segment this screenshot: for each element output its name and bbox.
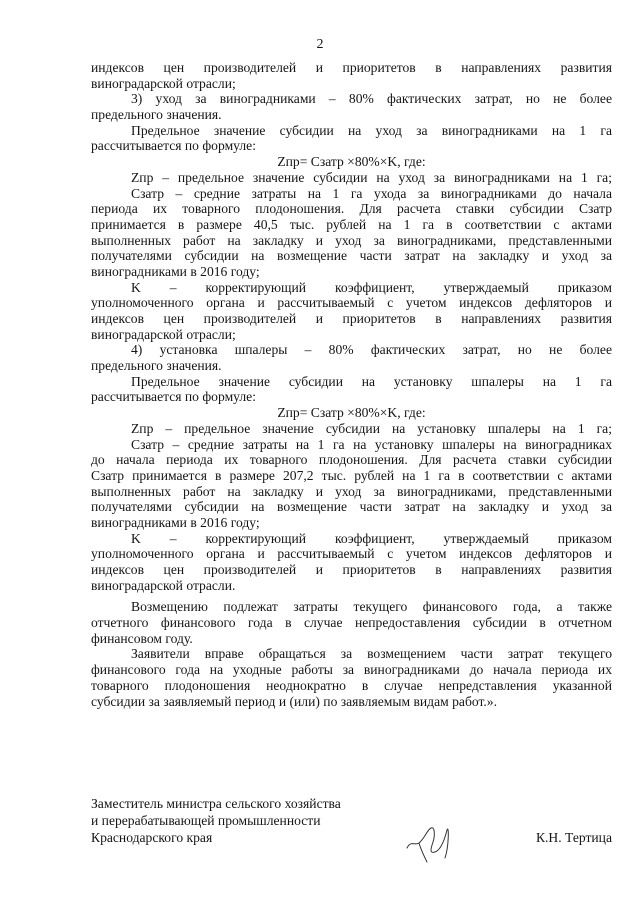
text-line: товарного плодоношения неоднократно в случае непредставления указанной xyxy=(91,677,612,693)
text-line: индексов цен производителей и приоритетов в направлениях развития xyxy=(91,562,612,577)
text-line: виноградниками в 2016 году; xyxy=(91,514,260,530)
text-line: Zпр – предельное значение субсидии на уход за виноградниками на 1 га; xyxy=(131,169,612,185)
text-line: Предельное значение субсидии на уход за виноградниками на 1 га xyxy=(131,122,612,138)
text-line: Возмещению подлежат затраты текущего финансового года, а также xyxy=(131,599,612,615)
text-line: виноградарской отрасли. xyxy=(91,577,236,593)
text-line: K – корректирующий коэффициент, утверждаемый приказом xyxy=(131,530,612,546)
signatory-title-line: Заместитель министра сельского хозяйства xyxy=(91,796,341,811)
text-line: выполненных работ на закладку и уход за виноградниками, представленными xyxy=(91,483,612,499)
text-line: Предельное значение субсидии на установку шпалеры на 1 га xyxy=(131,373,612,389)
text-line: уполномоченного органа и рассчитываемый с учетом индексов дефляторов и xyxy=(91,546,612,562)
text-line: субсидии за заявляемый период и (или) по заявляемым видам работ.». xyxy=(91,693,497,709)
text-line: Сзатр – средние затраты на 1 га на установку шпалеры на виноградниках xyxy=(131,436,612,452)
text-line: рассчитывается по формуле: xyxy=(91,138,256,154)
text-line: виноградарской отрасли; xyxy=(91,75,236,91)
signatory-name: К.Н. Тертица xyxy=(535,830,612,845)
text-line: индексов цен производителей и приоритетов в направлениях развития xyxy=(91,60,612,75)
text-line: индексов цен производителей и приоритетов в направлениях развития xyxy=(91,311,612,326)
text-line: принимается в размере 40,5 тыс. рублей на 1 га в соответствии с актами xyxy=(91,216,612,232)
text-line: выполненных работ на закладку и уход за виноградниками, представленными xyxy=(91,232,612,248)
text-line: финансового года на уходные работы за виноградниками до начала периода их xyxy=(91,662,612,678)
signatory-title-line: Краснодарского края xyxy=(91,830,213,845)
document-body xyxy=(91,60,612,709)
text-line: получателями субсидии на возмещение части затрат на закладку и уход за xyxy=(91,248,612,264)
text-line: Сзатр принимается в размере 207,2 тыс. рублей на 1 га в соответствии с актами xyxy=(91,467,612,483)
text-line: Zпр= Сзатр ×80%×K, где: xyxy=(277,405,426,421)
text-line: рассчитывается по формуле: xyxy=(91,389,256,405)
text-line: предельного значения. xyxy=(91,107,222,123)
text-line: виноградарской отрасли; xyxy=(91,326,236,342)
text-line: получателями субсидии на возмещение части затрат на закладку и уход за xyxy=(91,499,612,515)
text-line: 3) уход за виноградниками – 80% фактических затрат, но не более xyxy=(131,91,612,107)
signatory-title-line: и перерабатывающей промышленности xyxy=(91,813,321,828)
text-line: K – корректирующий коэффициент, утверждаемый приказом xyxy=(131,279,612,295)
text-line: виноградниками в 2016 году; xyxy=(91,263,260,279)
signature-block xyxy=(91,795,612,846)
text-line: Zпр= Сзатр ×80%×K, где: xyxy=(277,154,426,170)
text-line: предельного значения. xyxy=(91,358,222,374)
text-line: периода их товарного плодоношения. Для расчета ставки субсидии Сзатр xyxy=(91,201,612,217)
text-line: финансовом году. xyxy=(91,630,193,646)
text-line: 4) установка шпалеры – 80% фактических затрат, но не более xyxy=(131,342,612,358)
text-line: до начала периода их товарного плодоношения. Для расчета ставки субсидии xyxy=(91,452,612,468)
handwritten-signature xyxy=(405,818,455,866)
text-line: отчетного финансового года в случае непредоставления субсидии в отчетном xyxy=(91,615,612,631)
text-line: Сзатр – средние затраты на 1 га ухода за виноградниками до начала xyxy=(131,185,612,201)
page-number: 2 xyxy=(316,37,324,52)
text-line: Заявители вправе обращаться за возмещением части затрат текущего xyxy=(131,646,612,662)
text-line: уполномоченного органа и рассчитываемый с учетом индексов дефляторов и xyxy=(91,295,612,311)
text-line: Zпр – предельное значение субсидии на установку шпалеры на 1 га; xyxy=(131,420,612,436)
